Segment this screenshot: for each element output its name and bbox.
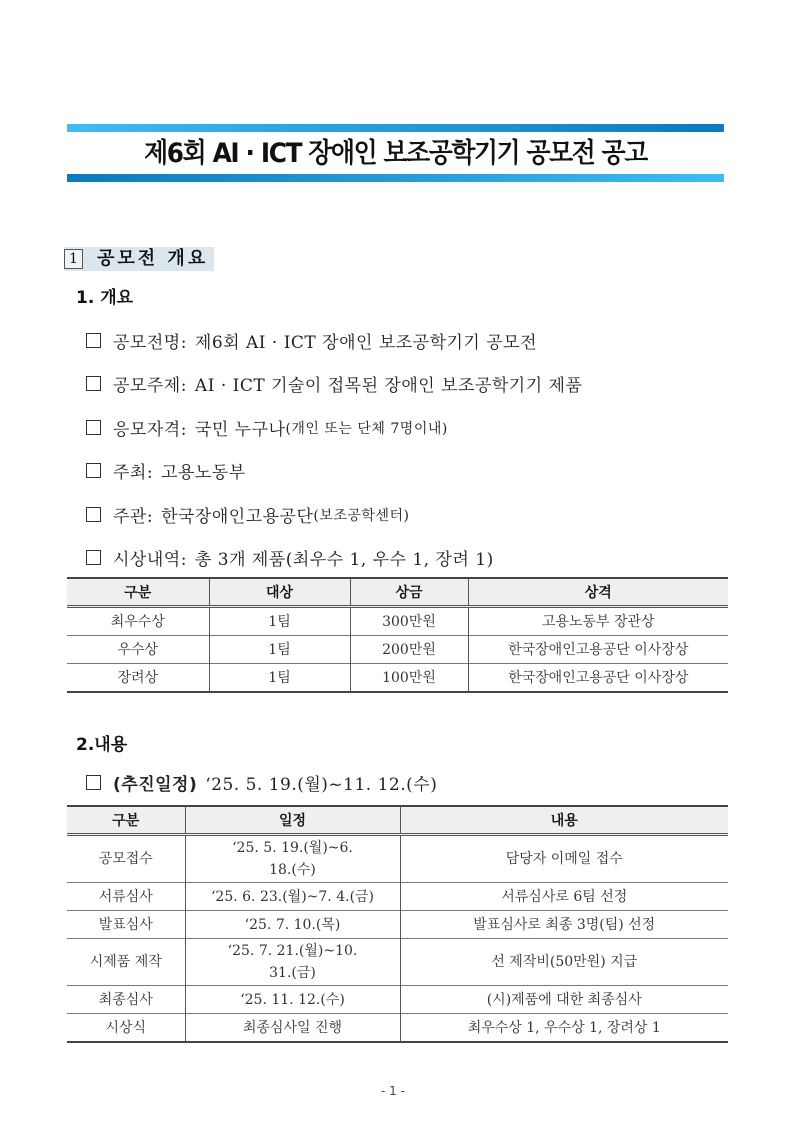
page-number: - 1 - xyxy=(381,1084,405,1098)
table-cell: 200만원 xyxy=(350,636,468,664)
bullet-value: 한국장애인고용공단 xyxy=(161,507,314,527)
table-cell: 100만원 xyxy=(350,664,468,693)
table-cell: 한국장애인고용공단 이사장상 xyxy=(468,636,728,664)
table-cell: 공모접수 xyxy=(67,835,185,883)
bullet-contest-name xyxy=(86,328,537,353)
checkbox-square-icon xyxy=(86,376,101,391)
bullet-value: 제6회 AI · ICT 장애인 보조공학기기 공모전 xyxy=(194,333,538,353)
subsection-overview-heading: 1. 개요 xyxy=(76,288,134,308)
header-cell: 내용 xyxy=(400,806,728,835)
table-cell: 300만원 xyxy=(350,607,468,636)
bullet-value: ‘25. 5. 19.(월)~11. 12.(수) xyxy=(205,775,438,795)
table-cell: 최종심사 xyxy=(67,986,185,1014)
table-cell: ‘25. 6. 23.(월)~7. 4.(금) xyxy=(185,883,400,911)
bullet-note: (개인 또는 단체 7명이내) xyxy=(285,420,448,437)
title-bar-bottom xyxy=(67,174,724,182)
table-cell: 1팀 xyxy=(209,607,350,636)
table-cell: 고용노동부 장관상 xyxy=(468,607,728,636)
table-cell: 선 제작비(50만원) 지급 xyxy=(400,939,728,986)
table-cell: 최우수상 xyxy=(67,607,209,636)
table-cell: 발표심사로 최종 3명(팀) 선정 xyxy=(400,911,728,939)
table-cell: 장려상 xyxy=(67,664,209,693)
table-row xyxy=(67,664,728,693)
header-cell: 상격 xyxy=(468,578,728,607)
header-cell: 일정 xyxy=(185,806,400,835)
bullet-host xyxy=(86,458,246,483)
checkbox-square-icon xyxy=(86,775,101,790)
table-cell: 한국장애인고용공단 이사장상 xyxy=(468,664,728,693)
table-cell: 시제품 제작 xyxy=(67,939,185,986)
checkbox-square-icon xyxy=(86,507,101,522)
bullet-value: 고용노동부 xyxy=(161,463,246,483)
section-number-box: 1 xyxy=(64,249,83,269)
table-cell: (시)제품에 대한 최종심사 xyxy=(400,986,728,1014)
table-row xyxy=(67,835,728,883)
bullet-key: 주관: xyxy=(113,507,154,527)
checkbox-square-icon xyxy=(86,463,101,478)
table-cell: ‘25. 7. 10.(목) xyxy=(185,911,400,939)
table-cell: 1팀 xyxy=(209,664,350,693)
bullet-organizer xyxy=(86,502,409,527)
table-cell: ‘25. 11. 12.(수) xyxy=(185,986,400,1014)
bullet-key: 주최: xyxy=(113,463,154,483)
bullet-key: 응모자격: xyxy=(113,420,187,440)
table-cell: 우수상 xyxy=(67,636,209,664)
bullet-key: 공모전명: xyxy=(113,333,187,353)
subsection-content-heading: 2.내용 xyxy=(76,735,128,755)
section-heading xyxy=(64,247,214,271)
bullet-key: (추진일정) xyxy=(113,775,198,795)
bullet-key: 공모주제: xyxy=(113,376,187,396)
checkbox-square-icon xyxy=(86,550,101,565)
schedule-table xyxy=(67,805,728,1043)
table-row xyxy=(67,883,728,911)
checkbox-square-icon xyxy=(86,333,101,348)
document-title: 제6회 AI · ICT 장애인 보조공학기기 공모전 공고 xyxy=(144,138,647,169)
checkbox-square-icon xyxy=(86,420,101,435)
table-row xyxy=(67,939,728,986)
bullet-key: 시상내역: xyxy=(113,550,187,570)
bullet-schedule xyxy=(86,770,437,795)
table-row xyxy=(67,911,728,939)
table-cell: ‘25. 5. 19.(월)~6. 18.(수) xyxy=(185,835,400,883)
table-cell: 최우수상 1, 우수상 1, 장려상 1 xyxy=(400,1014,728,1043)
bullet-value: 국민 누구나 xyxy=(194,420,286,440)
table-cell: ‘25. 7. 21.(월)~10. 31.(금) xyxy=(185,939,400,986)
table-cell: 서류심사로 6팀 선정 xyxy=(400,883,728,911)
table-cell: 시상식 xyxy=(67,1014,185,1043)
section-label: 공모전 개요 xyxy=(97,248,209,269)
header-cell: 대상 xyxy=(209,578,350,607)
header-cell: 구분 xyxy=(67,806,185,835)
table-header-row xyxy=(67,806,728,835)
table-cell: 담당자 이메일 접수 xyxy=(400,835,728,883)
bullet-value: 총 3개 제품(최우수 1, 우수 1, 장려 1) xyxy=(194,550,494,570)
bullet-awards xyxy=(86,545,494,570)
table-row xyxy=(67,607,728,636)
table-cell: 발표심사 xyxy=(67,911,185,939)
header-cell: 구분 xyxy=(67,578,209,607)
table-cell: 최종심사일 진행 xyxy=(185,1014,400,1043)
table-row xyxy=(67,1014,728,1043)
table-cell: 1팀 xyxy=(209,636,350,664)
bullet-note: (보조공학센터) xyxy=(313,507,410,524)
header-cell: 상금 xyxy=(350,578,468,607)
table-row xyxy=(67,986,728,1014)
table-row xyxy=(67,636,728,664)
bullet-contest-theme xyxy=(86,371,582,396)
title-bar-top xyxy=(67,124,724,132)
table-header-row xyxy=(67,578,728,607)
awards-table xyxy=(67,577,728,693)
bullet-value: AI · ICT 기술이 접목된 장애인 보조공학기기 제품 xyxy=(194,376,583,396)
table-cell: 서류심사 xyxy=(67,883,185,911)
bullet-eligibility xyxy=(86,415,448,440)
